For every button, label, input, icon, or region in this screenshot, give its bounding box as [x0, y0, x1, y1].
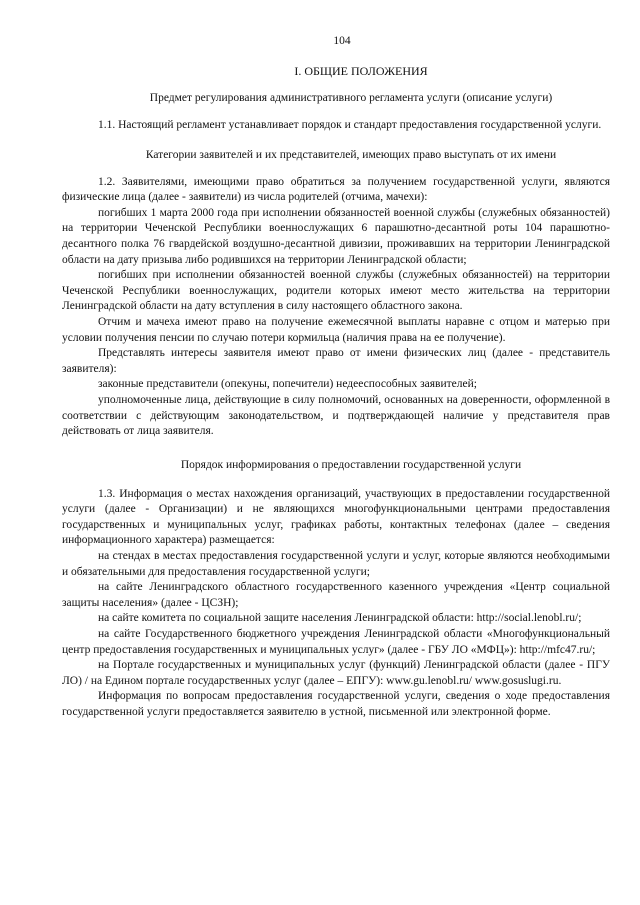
paragraph-1-2-d: Представлять интересы заявителя имеют право от имени физических лиц (далее - представитель заявителя):: [62, 347, 610, 375]
paragraph-1-2-c: Отчим и мачеха имеют право на получение ежемесячной выплаты наравне с отцом и матерью при условии получения пенсии по случаю потери кормильца (наличия права на ее получение).: [62, 315, 610, 344]
paragraph-1-3: 1.3. Информация о местах нахождения организаций, участвующих в предоставлении государственной услуги (далее - Организации) и не являющихся многофункциональными центрами предоставления государственных и муниципальных услуг, графиках работы, контактных телефонах (далее – сведения информационного характера) размещается:: [62, 487, 610, 547]
paragraph-1-2-e: законные представители (опекуны, попечители) недееспособных заявителей;: [98, 378, 477, 391]
paragraph-1-1: 1.1. Настоящий регламент устанавливает порядок и стандарт предоставления государственной услуги.: [98, 119, 602, 131]
page-number: 104: [333, 35, 351, 47]
subtitle-applicants: Категории заявителей и их представителей, имеющих право выступать от их имени: [145, 148, 557, 161]
section-title: I. ОБЩИЕ ПОЛОЖЕНИЯ: [294, 64, 428, 78]
paragraph-1-3-b: на сайте Ленинградского областного государственного казенного учреждения «Центр социальной защиты населения» (далее - ЦСЗН);: [62, 581, 610, 609]
paragraph-1-2: 1.2. Заявителями, имеющими право обратиться за получением государственной услуги, являются физические лица (далее - заявители) из числа родителей (отчима, мачехи):: [62, 175, 610, 204]
paragraph-1-3-d: на сайте Государственного бюджетного учреждения Ленинградской области «Многофункциональный центр предоставления государственных и муниципальных услуг» (далее - ГБУ ЛО «МФЦ»): http://mfc47.ru/;: [62, 628, 610, 656]
paragraph-1-3-e: на Портале государственных и муниципальных услуг (функций) Ленинградской области (далее - ПГУ ЛО) / на Едином портале государственных услуг (далее – ЕПГУ): www.gu.lenobl.ru/ www.gosuslugi.ru.: [62, 659, 610, 687]
paragraph-1-3-a: на стендах в местах предоставления государственной услуги и услуг, которые являются необходимыми и обязательными для предоставления государственной услуги;: [62, 550, 610, 578]
subtitle-informing: Порядок информирования о предоставлении государственной услуги: [180, 458, 522, 471]
paragraph-1-3-f: Информация по вопросам предоставления государственной услуги, сведения о ходе предоставления государственной услуги предоставляется заявителю в устной, письменной или электронной форме.: [62, 690, 610, 718]
paragraph-1-2-a: погибших 1 марта 2000 года при исполнении обязанностей военной службы (служебных обязанностей) на территории Чеченской Республики военнослужащих 6 парашютно-десантной роты 104 парашютно-десантного полка 76 гвардейской воздушно-десантной дивизии, проживавших на территории Ленинградской области на дату призыва либо родившихся на территории Ленинградской области;: [62, 206, 610, 266]
paragraph-1-2-b: погибших при исполнении обязанностей военной службы (служебных обязанностей) на территории Чеченской Республики военнослужащих, родители которых имеют место жительства на территории Ленинградской области на дату вступления в силу настоящего областного закона.: [62, 269, 610, 313]
paragraph-1-3-c: на сайте комитета по социальной защите населения Ленинградской области: http://social.lenobl.ru/;: [98, 612, 582, 625]
subtitle-subject: Предмет регулирования административного регламента услуги (описание услуги): [149, 92, 553, 104]
paragraph-1-2-f: уполномоченные лица, действующие в силу полномочий, основанных на доверенности, оформленной в соответствии с действующим законодательством, и подтверждающей наличие у представителя прав действовать от лица заявителя.: [62, 393, 610, 438]
